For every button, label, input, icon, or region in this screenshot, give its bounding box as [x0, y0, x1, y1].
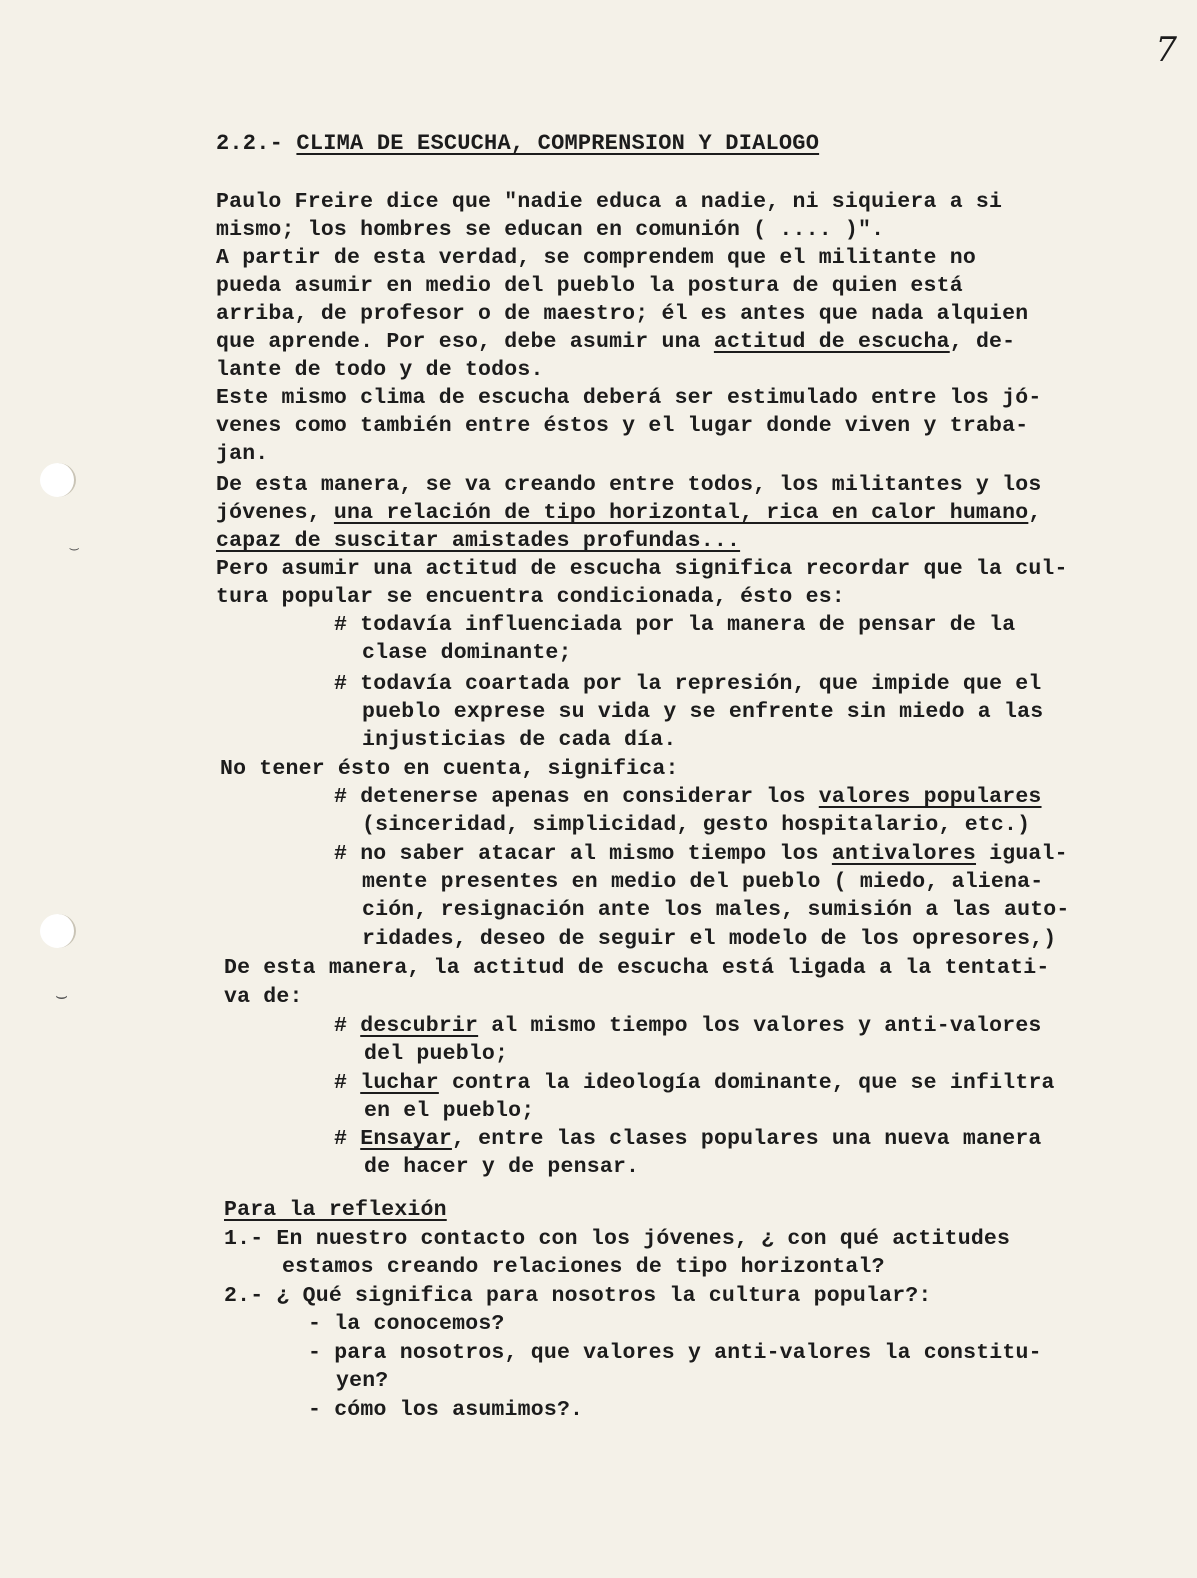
- text-line: arriba, de profesor o de maestro; él es antes que nada alquien: [216, 302, 1029, 326]
- bullet-line: [334, 1012, 1042, 1040]
- paper-mark: ⌣: [55, 986, 69, 1009]
- bullet-line: [334, 783, 1042, 811]
- bullet-line: de hacer y de pensar.: [364, 1155, 640, 1179]
- underlined-phrase: actitud de escucha: [713, 330, 950, 354]
- question-line: 1.- En nuestro contacto con los jóvenes, ¿ con qué actitudes: [224, 1227, 1011, 1251]
- text-span: #: [334, 1127, 361, 1151]
- text-span: contra la ideología dominante, que se infiltra: [438, 1071, 1055, 1095]
- text-line: De esta manera, se va creando entre todos, los militantes y los: [216, 473, 1042, 497]
- bullet-line: en el pueblo;: [364, 1099, 535, 1123]
- paper-mark: ‿: [70, 536, 79, 552]
- bullet-line: [334, 1069, 1055, 1097]
- bullet-line: ridades, deseo de seguir el modelo de los opresores,): [362, 927, 1057, 951]
- question-line: - para nosotros, que valores y anti-valores la constitu-: [308, 1341, 1042, 1365]
- underlined-phrase: Ensayar: [360, 1127, 452, 1151]
- bullet-line: mente presentes en medio del pueblo ( miedo, aliena-: [362, 870, 1044, 894]
- text-line: jan.: [216, 442, 269, 466]
- text-span: #: [334, 1071, 361, 1095]
- text-line: Paulo Freire dice que "nadie educa a nadie, ni siquiera a si: [216, 190, 1003, 214]
- text-span: al mismo tiempo los valores y anti-valores: [478, 1014, 1042, 1038]
- text-line: venes como también entre éstos y el lugar donde viven y traba-: [216, 414, 1029, 438]
- text-line: No tener ésto en cuenta, significa:: [220, 757, 679, 781]
- text-line: pueda asumir en medio del pueblo la postura de quien está: [216, 274, 963, 298]
- punch-hole-top: [40, 463, 76, 497]
- underlined-phrase: una relación de tipo horizontal, rica en calor humano: [333, 501, 1029, 525]
- text-line: [216, 499, 1041, 527]
- section-heading: [216, 130, 819, 158]
- page-number: 7: [1155, 30, 1177, 70]
- bullet-line: (sinceridad, simplicidad, gesto hospitalario, etc.): [362, 813, 1031, 837]
- underlined-phrase: valores populares: [818, 785, 1042, 809]
- text-span: #: [334, 1014, 361, 1038]
- text-span: # no saber atacar al mismo tiempo los: [334, 842, 832, 866]
- text-span: que aprende. Por eso, debe asumir una: [216, 330, 714, 354]
- text-span: ,: [1028, 501, 1042, 525]
- section-number: 2.2.-: [216, 131, 297, 156]
- text-span: igual-: [976, 842, 1068, 866]
- bullet-line: del pueblo;: [364, 1042, 509, 1066]
- text-span: jóvenes,: [216, 501, 334, 525]
- text-line: tura popular se encuentra condicionada, ésto es:: [216, 585, 845, 609]
- question-line: yen?: [336, 1369, 389, 1393]
- underlined-phrase: antivalores: [831, 842, 977, 866]
- text-line: De esta manera, la actitud de escucha está ligada a la tentati-: [224, 956, 1050, 980]
- text-line: [216, 527, 740, 555]
- underlined-phrase: descubrir: [360, 1014, 479, 1038]
- bullet-line: injusticias de cada día.: [362, 728, 677, 752]
- question-line: - cómo los asumimos?.: [308, 1398, 584, 1422]
- underlined-phrase: capaz de suscitar amistades profundas...: [216, 529, 741, 553]
- reflection-heading: Para la reflexión: [224, 1198, 447, 1222]
- question-line: estamos creando relaciones de tipo horizontal?: [282, 1255, 885, 1279]
- text-line: Pero asumir una actitud de escucha significa recordar que la cul-: [216, 557, 1068, 581]
- punch-hole-bottom: [40, 914, 76, 948]
- text-line: A partir de esta verdad, se comprendem que el militante no: [216, 246, 976, 270]
- text-span: , entre las clases populares una nueva manera: [451, 1127, 1042, 1151]
- bullet-line: clase dominante;: [362, 641, 572, 665]
- bullet-line: ción, resignación ante los males, sumisión a las auto-: [362, 898, 1070, 922]
- text-line: va de:: [224, 985, 303, 1009]
- text-line: mismo; los hombres se educan en comunión ( .... )".: [216, 218, 885, 242]
- text-span: , de-: [949, 330, 1016, 354]
- text-line: Este mismo clima de escucha deberá ser estimulado entre los jó-: [216, 386, 1042, 410]
- bullet-line: pueblo exprese su vida y se enfrente sin miedo a las: [362, 700, 1044, 724]
- section-title: CLIMA DE ESCUCHA, COMPRENSION Y DIALOGO: [296, 131, 820, 156]
- text-line: [216, 328, 1015, 356]
- question-line: - la conocemos?: [308, 1312, 505, 1336]
- bullet-line: # todavía influenciada por la manera de pensar de la: [334, 613, 1016, 637]
- question-line: 2.- ¿ Qué significa para nosotros la cultura popular?:: [224, 1284, 932, 1308]
- text-span: # detenerse apenas en considerar los: [334, 785, 819, 809]
- underlined-phrase: luchar: [360, 1071, 439, 1095]
- text-line: lante de todo y de todos.: [216, 358, 544, 382]
- bullet-line: [334, 840, 1068, 868]
- bullet-line: # todavía coartada por la represión, que impide que el: [334, 672, 1042, 696]
- bullet-line: [334, 1125, 1042, 1153]
